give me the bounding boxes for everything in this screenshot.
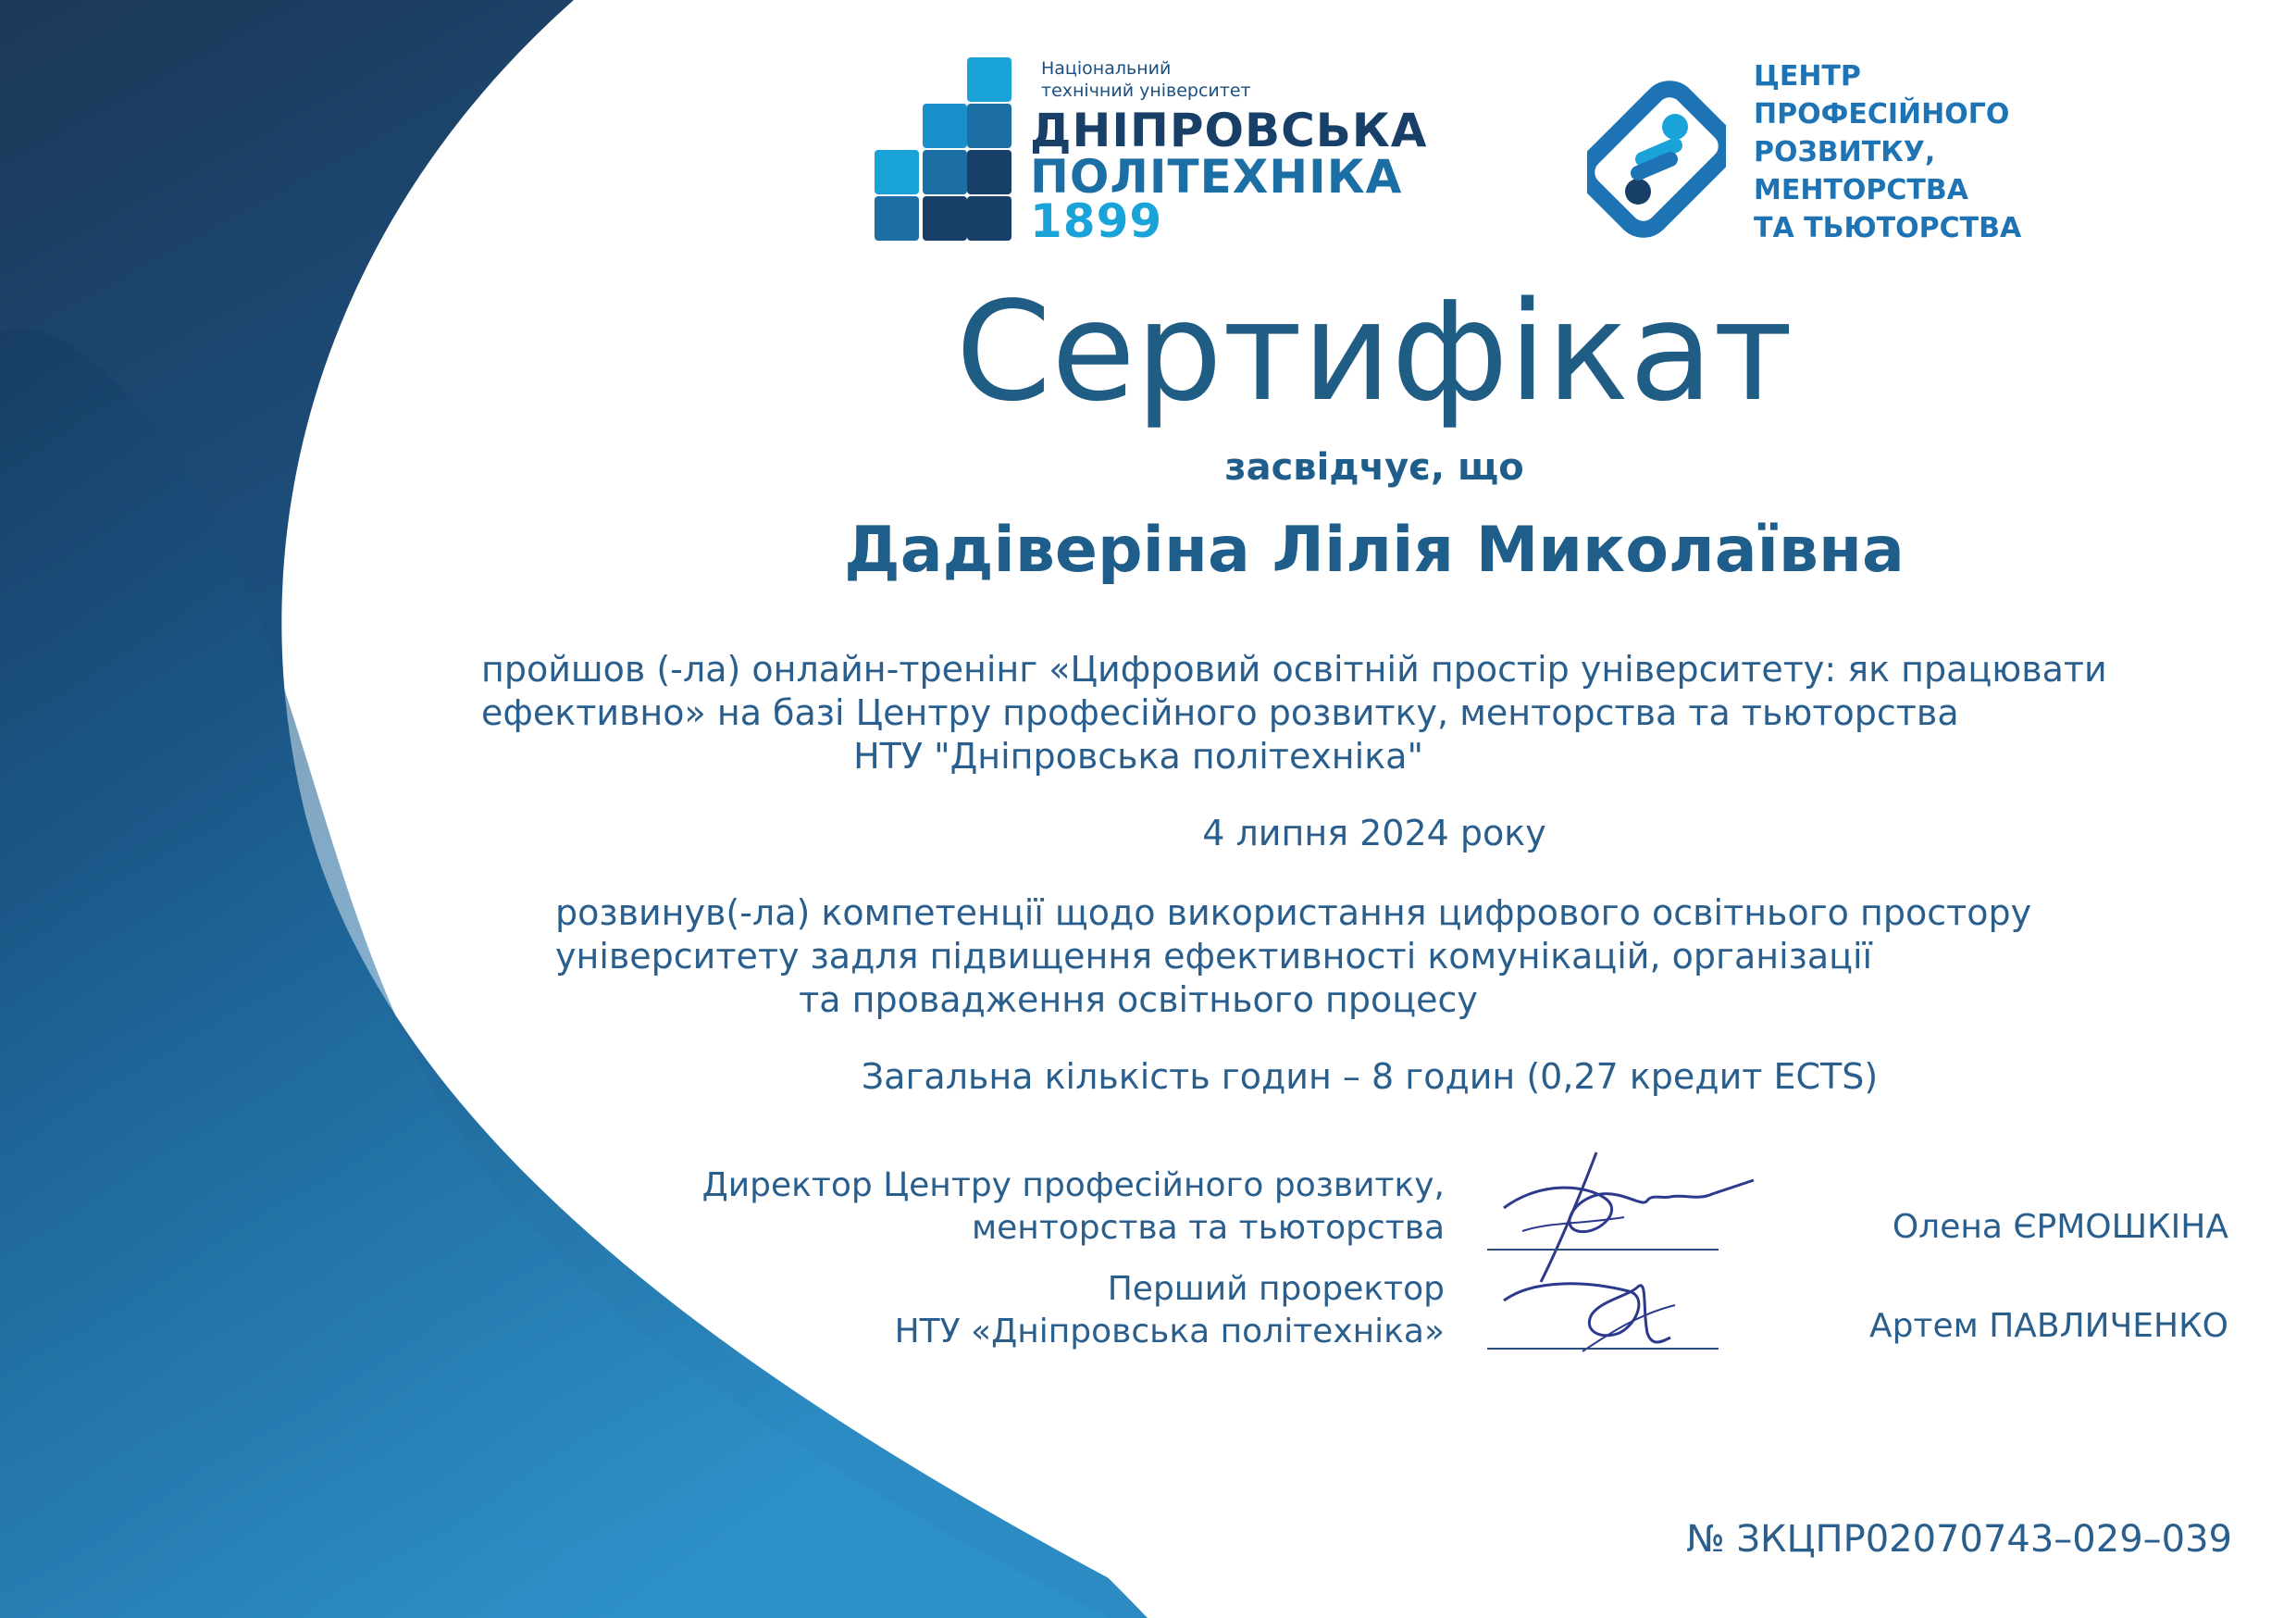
training-description bbox=[481, 648, 2107, 778]
center-logo-text: ЦЕНТР ПРОФЕСІЙНОГО РОЗВИТКУ, МЕНТОРСТВА ТА ТЬЮТОРСТВА bbox=[1754, 60, 2022, 244]
signatory-position-vice-rector bbox=[895, 1268, 1445, 1353]
signatory-position-director bbox=[702, 1164, 1445, 1250]
position-line: Перший проректор bbox=[1107, 1270, 1445, 1308]
position-line: менторства та тьюторства bbox=[971, 1209, 1445, 1247]
recipient-name: Дадіверіна Лілія Миколаївна bbox=[844, 514, 1905, 587]
position-line: Директор Центру професійного розвитку, bbox=[701, 1166, 1445, 1204]
date-text: 4 липня 2024 року bbox=[1202, 813, 1546, 853]
center-logo-mark bbox=[1587, 67, 1726, 252]
competence-line: розвинув(-ла) компетенції щодо використання цифрового освітнього простору bbox=[555, 892, 2032, 933]
competence-line: університету задля підвищення ефективності комунікацій, організації bbox=[555, 936, 1873, 977]
university-name-line2: ПОЛІТЕХНІКА bbox=[1030, 150, 1403, 204]
competence-line: та провадження освітнього процесу bbox=[799, 979, 1478, 1020]
certifies-text: засвідчує, що bbox=[1224, 446, 1524, 489]
signatory-name-director: Олена ЄРМОШКІНА bbox=[1892, 1208, 2228, 1246]
center-logo bbox=[1587, 57, 2050, 261]
signatory-name-vice-rector: Артем ПАВЛИЧЕНКО bbox=[1869, 1307, 2228, 1345]
training-date bbox=[833, 812, 1916, 855]
total-hours bbox=[814, 1055, 1925, 1099]
university-logo-mark bbox=[875, 56, 1023, 250]
university-name-line1: ДНІПРОВСЬКА bbox=[1030, 104, 1428, 157]
university-subtitle-line2: технічний університет bbox=[1041, 81, 1251, 101]
training-line: НТУ "Дніпровська політехніка" bbox=[853, 736, 1423, 777]
training-line: пройшов (-ла) онлайн-тренінг «Цифровий освітній простір університету: як працювати bbox=[481, 649, 2107, 690]
competence-description bbox=[555, 891, 2032, 1022]
university-logo bbox=[875, 56, 1428, 250]
position-line: НТУ «Дніпровська політехніка» bbox=[894, 1313, 1445, 1350]
hours-text: Загальна кількість годин – 8 годин (0,27 кредит ECTS) bbox=[861, 1056, 1879, 1097]
signature-vice-rector bbox=[1490, 1259, 1712, 1361]
signature-line-director bbox=[1487, 1249, 1719, 1251]
signature-line-vice-rector bbox=[1487, 1348, 1719, 1350]
university-year: 1899 bbox=[1030, 194, 1163, 248]
certificate-title: Сертифікат bbox=[955, 272, 1793, 431]
certificate-number: № ЗКЦПР02070743–029–039 bbox=[1686, 1518, 2232, 1561]
university-subtitle-line1: Національний bbox=[1041, 58, 1172, 79]
training-line: ефективно» на базі Центру професійного розвитку, менторства та тьюторства bbox=[481, 692, 1959, 733]
